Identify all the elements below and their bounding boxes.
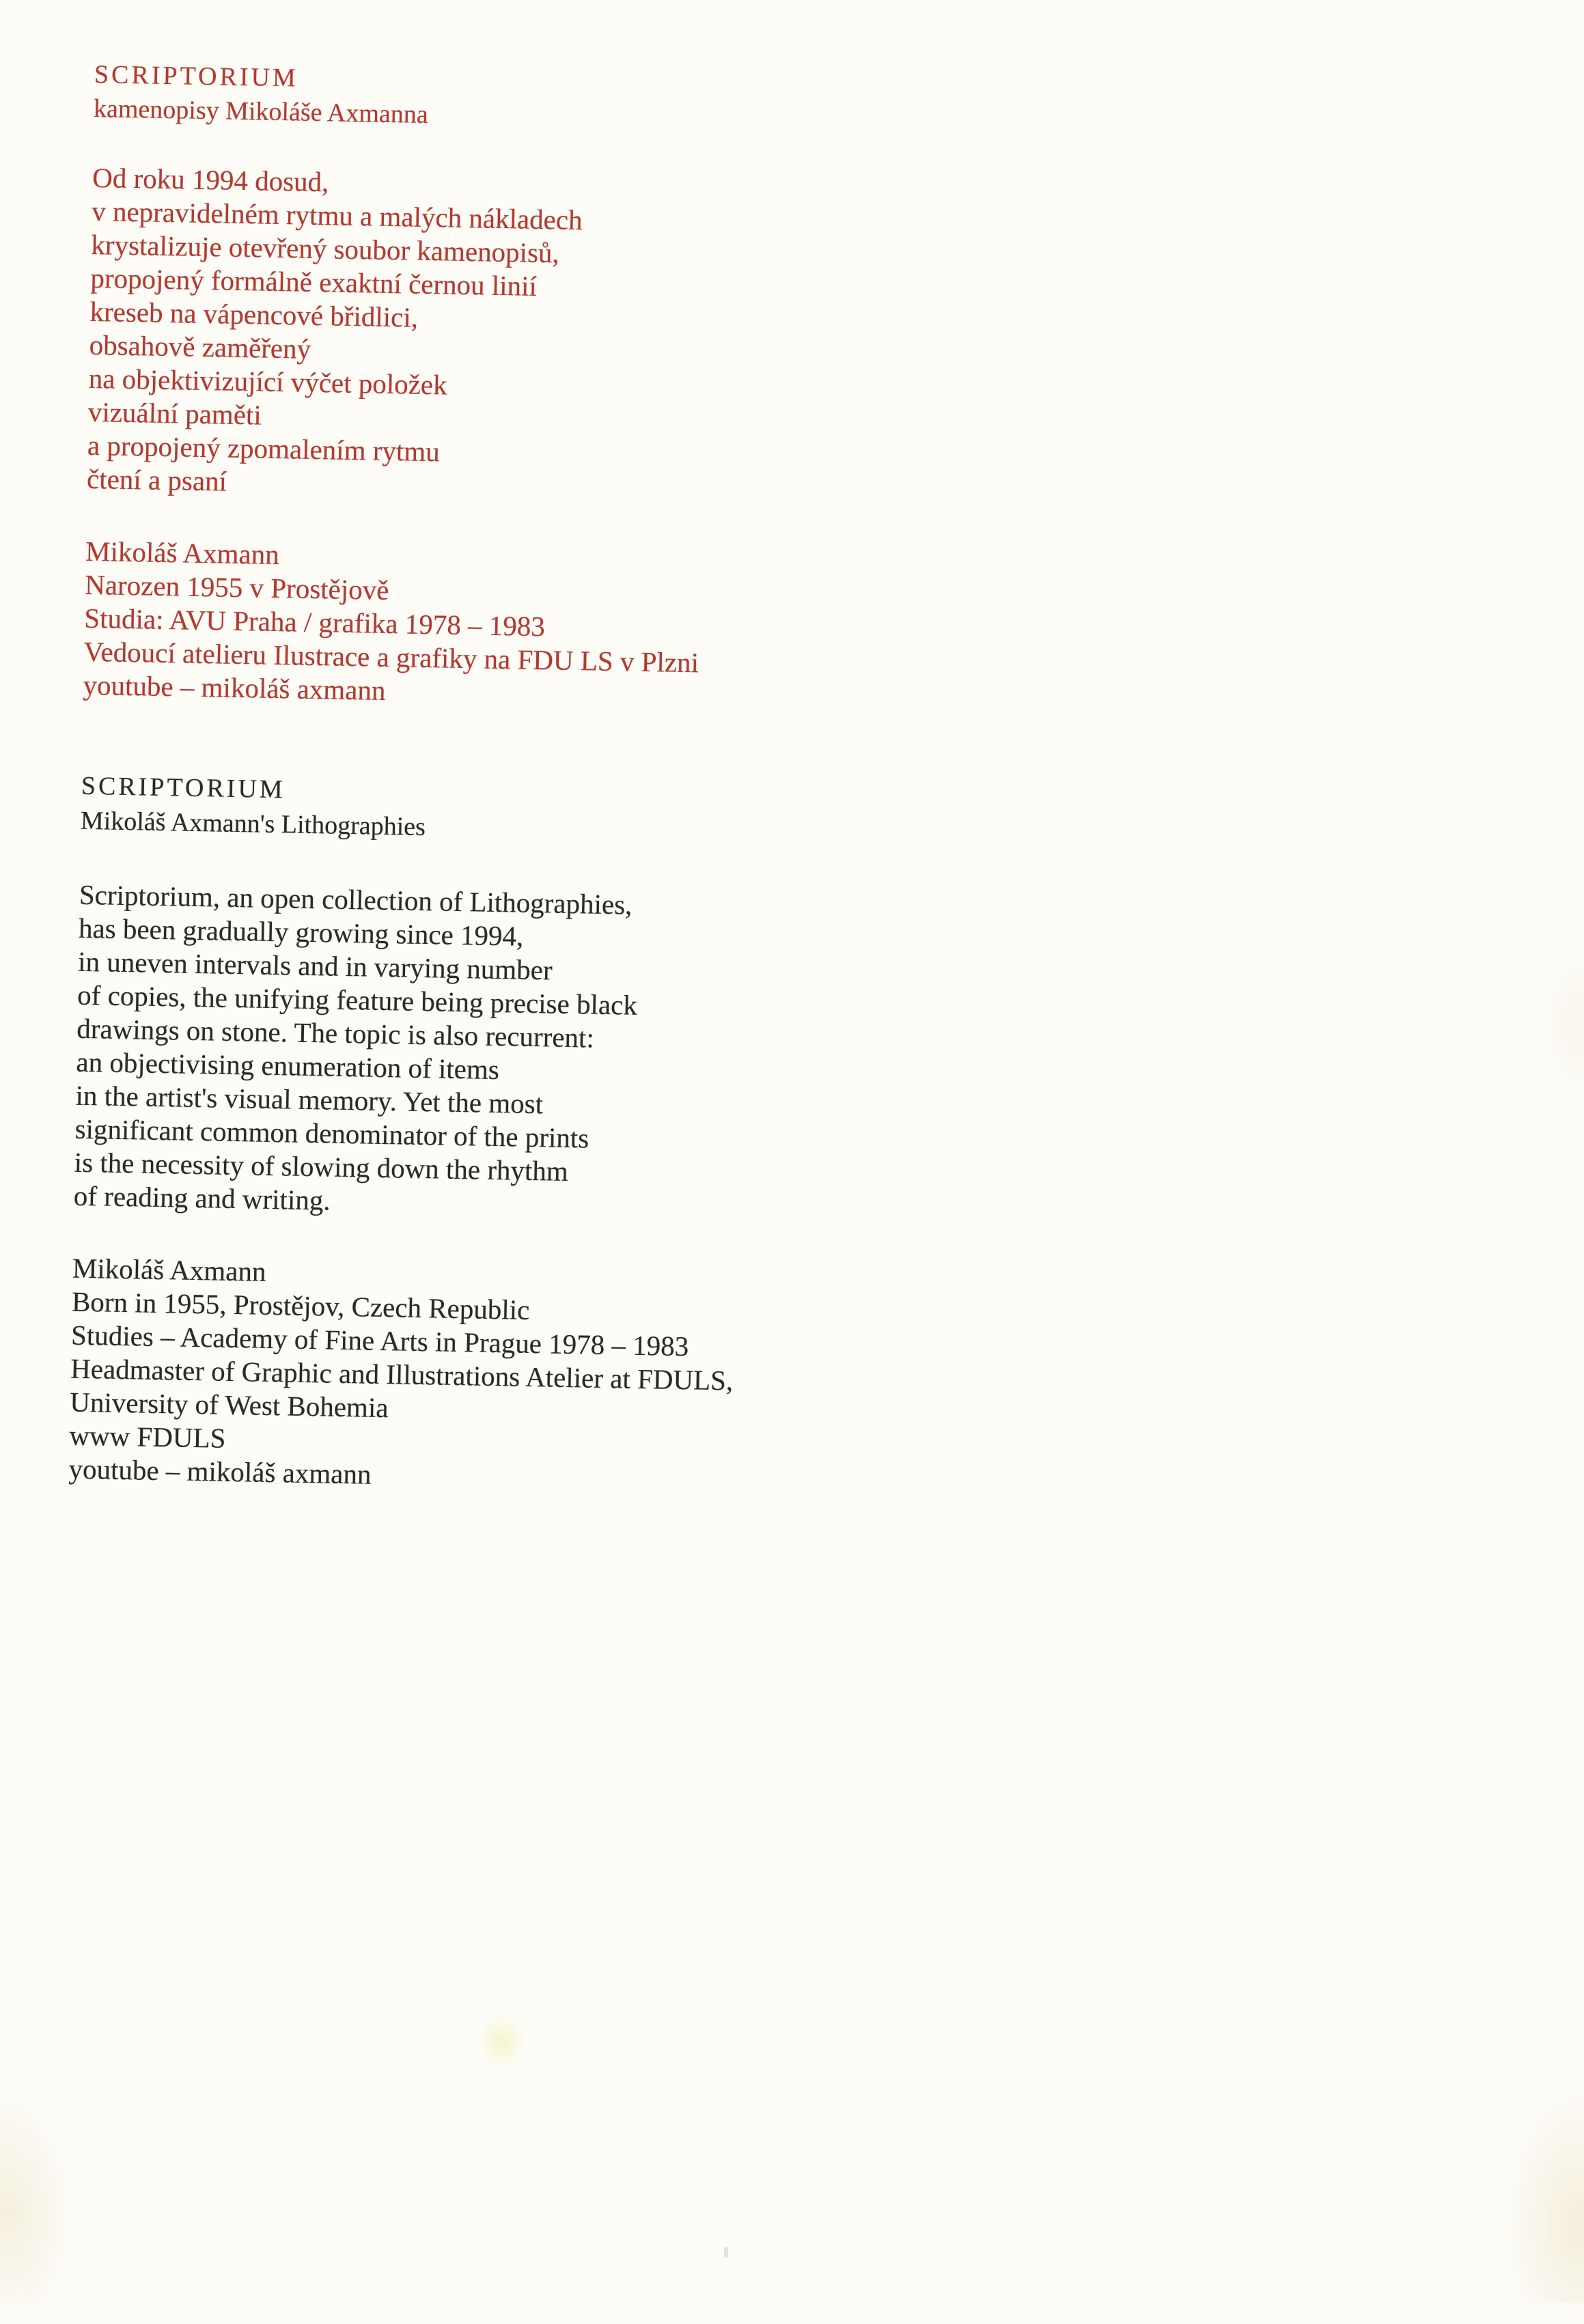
czech-subtitle: kamenopisy Mikoláše Axmanna: [93, 94, 429, 129]
czech-title: SCRIPTORIUM: [94, 59, 299, 93]
english-bio: Mikoláš Axmann Born in 1955, Prostějov, Czech Republic Studies – Academy of Fine Arts in Prague 1978 – 1983 Headmaster of Graphic and Illustrations Atelier at FDULS, University of West Bohemia www FDULS youtube – mikoláš axmann: [68, 1252, 734, 1490]
page-content: [53, 0, 1257, 2324]
english-title: SCRIPTORIUM: [81, 771, 286, 804]
english-paragraph: Scriptorium, an open collection of Lithographies, has been gradually growing since 1994, in uneven intervals and in varying number of copies, the unifying feature being precise black drawings on stone. The topic is also recurrent: an objectivising enumeration of items in the artist's visual memory. Yet the most significant common denominator of the prints is the necessity of slowing down the rhythm of reading and writing.: [73, 878, 638, 1216]
scan-speck-artifact: [724, 2247, 728, 2258]
english-subtitle: Mikoláš Axmann's Lithographies: [80, 806, 426, 842]
czech-paragraph: Od roku 1994 dosud, v nepravidelném rytmu a malých nákladech krystalizuje otevřený soubor kamenopisů, propojený formálně exaktní černou linií kreseb na vápencové břidlici, obsahově zaměřený na objektivizující výčet položek vizuální paměti a propojený zpomalením rytmu čtení a psaní: [86, 161, 583, 497]
czech-bio: Mikoláš Axmann Narozen 1955 v Prostějově Studia: AVU Praha / grafika 1978 – 1983 Vedoucí atelieru Ilustrace a grafiky na FDU LS v Plzni youtube – mikoláš axmann: [83, 535, 699, 706]
